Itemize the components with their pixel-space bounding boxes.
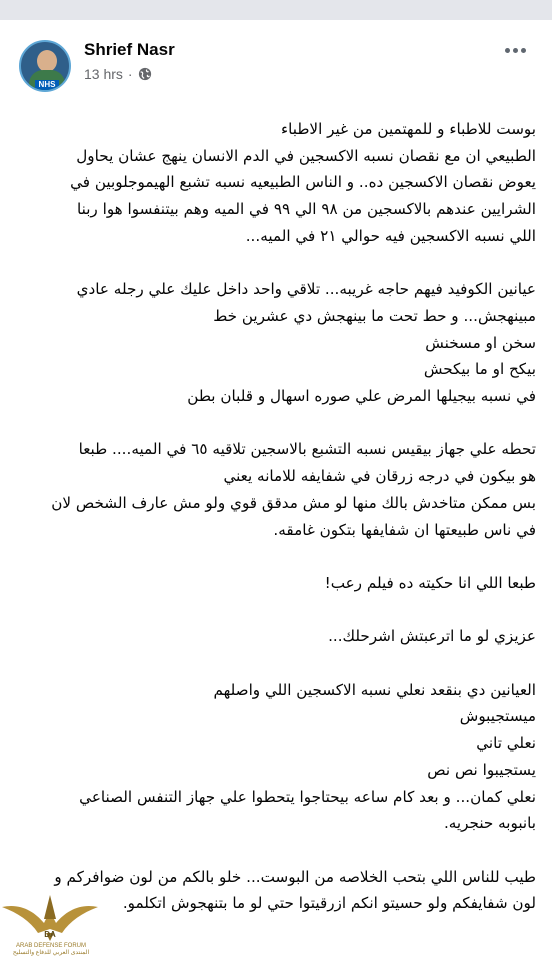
post-line: بانبوبه حنجريه. xyxy=(443,814,536,833)
globe-icon[interactable] xyxy=(138,67,152,81)
dot-icon xyxy=(513,48,518,53)
post-line: بيكح او ما بيكحش xyxy=(423,360,536,379)
post-line: بوست للاطباء و للمهتمين من غير الاطباء xyxy=(280,120,536,138)
avatar[interactable] xyxy=(19,40,71,92)
post-line: طيب للناس اللي بتحب الخلاصه من البوست... خلو بالكم من لون ضوافركم و xyxy=(54,867,536,886)
post-line: يستجيبوا نص نص xyxy=(427,760,536,779)
post-line: في نسبه بيجيلها المرض علي صوره اسهال و قلبان بطن xyxy=(187,387,536,406)
post-line: نعلي كمان... و بعد كام ساعه بيحتاجوا يتحطوا علي جهاز التنفس الصناعي xyxy=(79,787,536,806)
paragraph-gap xyxy=(12,650,536,677)
watermark-line1: ARAB DEFENSE FORUM xyxy=(15,943,86,949)
post-line: لون شفايفكم ولو حسيتو انكم ازرقيتوا حتي لو ما بتنهجوش اتكلمو. xyxy=(122,894,536,913)
watermark-line2: المنتدى العربي للدفاع والتسليح xyxy=(12,950,90,956)
post-line: الشرايين عندهم بالاكسجين من ٩٨ الي ٩٩ في الميه وهم بيتنفسوا هوا ربنا xyxy=(77,200,536,219)
paragraph-gap xyxy=(12,597,536,624)
paragraph-gap xyxy=(12,410,536,437)
post-line: هو بيكون في درجه زرقان في شفايفه للامانه يعني xyxy=(223,467,536,486)
watermark-caption xyxy=(6,943,96,957)
post-line: عزيزي لو ما اترعبتش اشرحلك... xyxy=(328,627,536,646)
post-line: تحطه علي جهاز بيقيس نسبه التشبع بالاسجين تلاقيه ٦٥ في الميه.... طبعا xyxy=(78,440,536,459)
meta-separator: · xyxy=(127,66,133,82)
avatar-badge: NHS xyxy=(35,80,59,90)
paragraph-gap xyxy=(12,837,536,864)
avatar-head xyxy=(37,50,57,72)
paragraph-gap xyxy=(12,543,536,570)
post-line: سخن او مسخنش xyxy=(425,333,536,352)
post-line: ميستجيبوش xyxy=(459,707,536,726)
top-strip xyxy=(0,0,552,20)
more-options-button[interactable] xyxy=(500,38,530,62)
dot-icon xyxy=(521,48,526,53)
post-line: يعوض نقصان الاكسجين ده.. و الناس الطبيعيه نسبه تشبع الهيموجلوبين في xyxy=(70,173,536,192)
post-line: مبينهجش... و حط تحت ما بينهجش دي عشرين خط xyxy=(213,306,536,325)
paragraph-gap xyxy=(12,250,536,277)
post-line: العيانين دي بنقعد نعلي نسبه الاكسجين اللي واصلهم xyxy=(213,680,536,699)
post-body xyxy=(12,116,536,917)
post-line: نعلي تاني xyxy=(476,734,536,753)
post-line: عيانين الكوفيد فيهم حاجه غريبه... تلاقي واحد داخل عليك علي رجله عادي xyxy=(76,280,536,299)
post-meta xyxy=(84,66,152,82)
dot-icon xyxy=(505,48,510,53)
post-time[interactable]: 13 hrs xyxy=(84,66,123,82)
post-line: في ناس طبيعتها ان شفايفها بتكون غامقه. xyxy=(273,520,536,539)
post-line: اللي نسبه الاكسجين فيه حوالي ٢١ في الميه... xyxy=(245,226,536,245)
post-line: بس ممكن متاخدش بالك منها لو مش مدقق قوي ولو مش عارف الشخص لان xyxy=(51,493,536,512)
svg-text:DA: DA xyxy=(44,930,56,939)
author-name[interactable]: Shrief Nasr xyxy=(84,40,175,59)
post-line: طبعا اللي انا حكيته ده فيلم رعب! xyxy=(324,573,536,592)
post-line: الطبيعي ان مع نقصان نسبه الاكسجين في الدم الانسان ينهج عشان يحاول xyxy=(76,146,536,165)
